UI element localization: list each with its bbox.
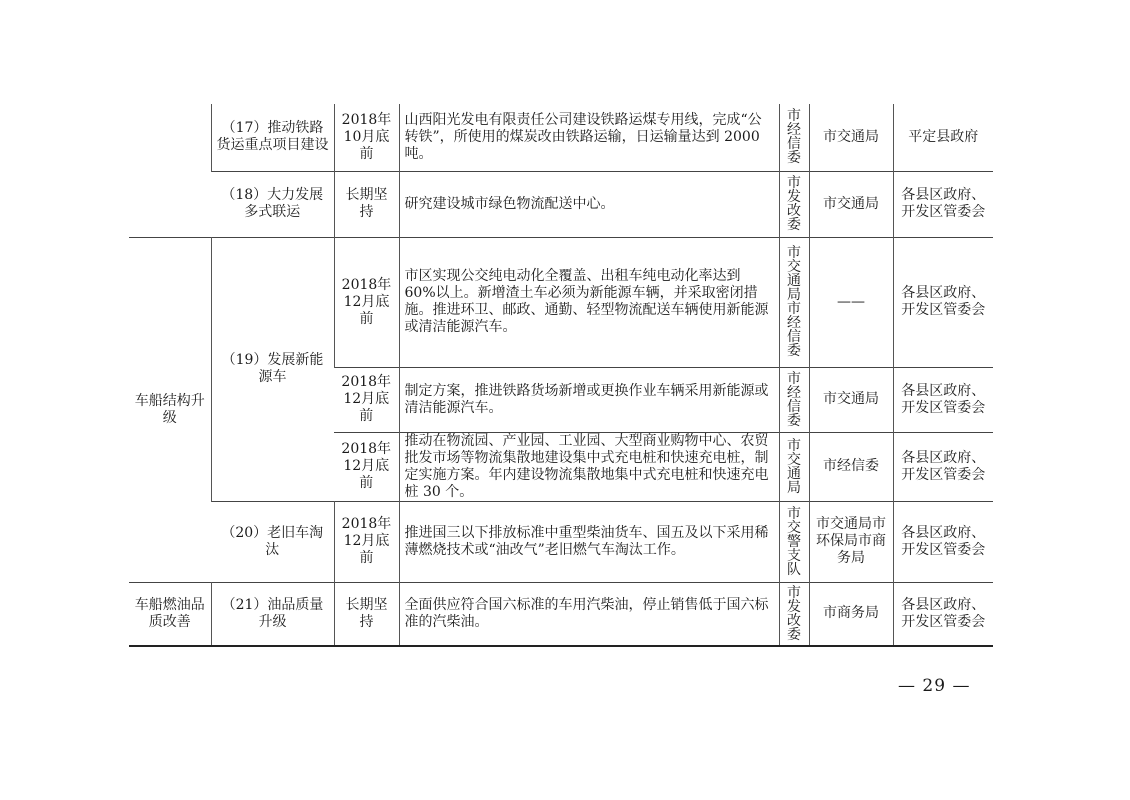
- category-cell: 车船燃油品质改善: [129, 582, 211, 646]
- table-row: [129, 501, 993, 582]
- local-unit-cell: 平定县政府: [893, 104, 993, 171]
- local-unit-cell: 各县区政府、开发区管委会: [893, 237, 993, 367]
- lead-unit-cell: 市发改委: [779, 582, 809, 646]
- lead-unit-cell: 市交通局: [779, 432, 809, 501]
- measure-cell: 研究建设城市绿色物流配送中心。: [399, 171, 779, 237]
- category-cell: 车船结构升级: [134, 392, 205, 426]
- category-cell: [129, 104, 211, 237]
- table-row: [129, 171, 993, 237]
- local-unit-cell: 各县区政府、开发区管委会: [893, 171, 993, 237]
- local-unit-cell: 各县区政府、开发区管委会: [893, 367, 993, 432]
- measure-cell: 推动在物流园、产业园、工业园、大型商业购物中心、农贸批发市场等物流集散地建设集中式充电桩和快速充电桩，制定实施方案。年内建设物流集散地集中式充电桩和快速充电桩 30 个。: [399, 432, 779, 501]
- measure-cell: 全面供应符合国六标准的车用汽柴油，停止销售低于国六标准的汽柴油。: [399, 582, 779, 646]
- assist-unit-cell: 市商务局: [809, 582, 893, 646]
- deadline-cell: 2018年12月底前: [341, 441, 392, 491]
- lead-unit-cell: 市经信委: [779, 104, 809, 171]
- page-number: — 29 —: [898, 676, 971, 696]
- measure-cell: 制定方案，推进铁路货场新增或更换作业车辆采用新能源或清洁能源汽车。: [399, 367, 779, 432]
- task-cell: （19）发展新能源车: [211, 237, 334, 501]
- table-row: [129, 104, 993, 171]
- deadline-cell: 2018年12月底前: [341, 374, 392, 424]
- task-cell: （18）大力发展多式联运: [221, 187, 324, 220]
- local-unit-cell: 各县区政府、开发区管委会: [893, 432, 993, 501]
- measure-cell: 山西阳光发电有限责任公司建设铁路运煤专用线，完成“公转铁”，所使用的煤炭改由铁路运输，日运输量达到 2000 吨。: [399, 104, 779, 171]
- table-row: [129, 582, 993, 646]
- deadline-cell: 2018年12月底前: [334, 237, 399, 367]
- task-table: [129, 104, 993, 647]
- assist-unit-cell: ——: [809, 237, 893, 367]
- deadline-cell: 2018年12月底前: [334, 501, 399, 582]
- task-cell: （21）油品质量升级: [211, 582, 334, 646]
- deadline-cell: 2018年10月底前: [334, 104, 399, 171]
- local-unit-cell: 各县区政府、开发区管委会: [893, 582, 993, 646]
- assist-unit-cell: 市交通局: [809, 104, 893, 171]
- assist-unit-cell: 市交通局: [809, 367, 893, 432]
- assist-unit-cell: 市交通局: [809, 171, 893, 237]
- lead-unit-cell: 市交警支队: [779, 501, 809, 582]
- deadline-cell: 长期坚持: [334, 171, 399, 237]
- local-unit-cell: 各县区政府、开发区管委会: [893, 501, 993, 582]
- measure-cell: 市区实现公交纯电动化全覆盖、出租车纯电动化率达到 60%以上。新增渣土车必须为新能源车辆，并采取密闭措施。推进环卫、邮政、通勤、轻型物流配送车辆使用新能源或清洁能源汽车。: [399, 237, 779, 367]
- measure-cell: 推进国三以下排放标准中重型柴油货车、国五及以下采用稀薄燃烧技术或“油改气”老旧燃气车淘汰工作。: [399, 501, 779, 582]
- lead-unit-cell: 市发改委: [779, 171, 809, 237]
- lead-unit-cell: 市交通局市经信委: [779, 237, 809, 367]
- assist-unit-cell: 市经信委: [809, 432, 893, 501]
- task-cell: （20）老旧车淘汰: [221, 524, 324, 558]
- table-row: [129, 237, 993, 367]
- task-cell: （17）推动铁路货运重点项目建设: [211, 104, 334, 171]
- lead-unit-cell: 市经信委: [779, 367, 809, 432]
- assist-unit-cell: 市交通局市环保局市商务局: [809, 501, 893, 582]
- deadline-cell: 长期坚持: [334, 582, 399, 646]
